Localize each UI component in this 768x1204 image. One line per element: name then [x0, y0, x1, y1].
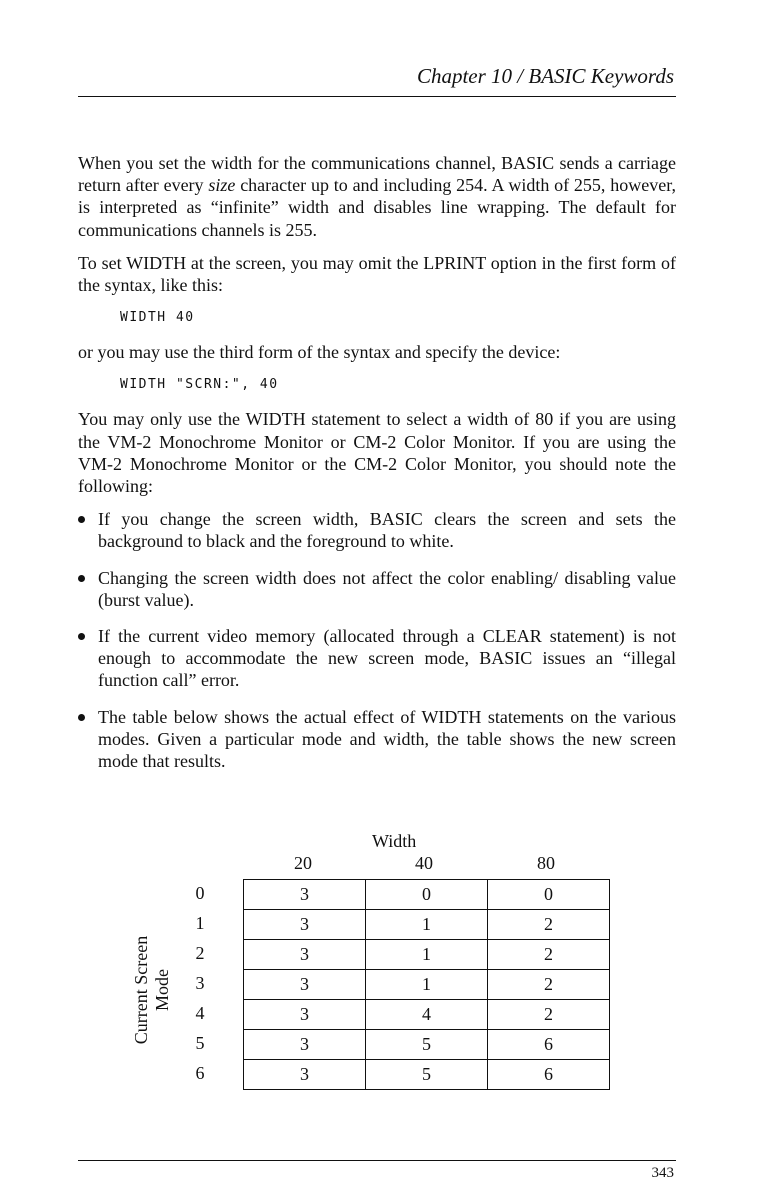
table-cell: 3	[244, 1000, 366, 1030]
table-cell: 5	[366, 1030, 488, 1060]
footer-rule	[78, 1160, 676, 1161]
column-header-20: 20	[294, 853, 312, 873]
column-header-80: 80	[537, 853, 555, 873]
table-cell: 3	[244, 910, 366, 940]
table-cell: 1	[366, 910, 488, 940]
mode-width-table	[243, 879, 610, 1090]
paragraph-text: When you set the width for the communications channel, BASIC sends a carriage return after every	[78, 153, 676, 196]
table-cell: 0	[488, 880, 610, 910]
table-cell: 2	[488, 910, 610, 940]
bullet-icon	[78, 516, 85, 523]
list-item-text: The table below shows the actual effect of WIDTH statements on the various modes. Given a particular mode and width, the table shows the new screen mode that results.	[98, 706, 676, 772]
table-cell: 2	[488, 970, 610, 1000]
header-rule	[78, 96, 676, 97]
list-item	[78, 508, 676, 552]
side-label-line2: Mode	[152, 969, 172, 1011]
paragraph-width-80: You may only use the WIDTH statement to select a width of 80 if you are using the VM-2 Monochrome Monitor or CM-2 Color Monitor. If you are using the VM-2 Monochrome Monitor or the CM-2 Color Monitor, you should note the following:	[78, 409, 676, 497]
bullet-icon	[78, 633, 85, 640]
table-cell: 1	[366, 940, 488, 970]
paragraph-screen-width: To set WIDTH at the screen, you may omit the LPRINT option in the first form of the syntax, like this:	[78, 252, 676, 296]
table-cell: 3	[244, 1060, 366, 1090]
code-example-1: WIDTH 40	[120, 310, 195, 326]
list-item	[78, 567, 676, 611]
table-cell: 0	[366, 880, 488, 910]
table-cell: 6	[488, 1060, 610, 1090]
table-row	[244, 1030, 610, 1060]
row-label-3: 3	[195, 973, 205, 993]
bullet-icon	[78, 714, 85, 721]
table-width-label: Width	[372, 831, 417, 851]
paragraph-text: character up to and including 254. A width of 255, however, is interpreted as “infinite” width and disables line wrapping. The default for communications channels is 255.	[78, 175, 677, 240]
list-item-text: Changing the screen width does not affect the color enabling/ disabling value (burst value).	[98, 567, 676, 610]
page-header-title: Chapter 10 / BASIC Keywords	[416, 64, 674, 88]
list-item-text: If the current video memory (allocated through a CLEAR statement) is not enough to accommodate the new screen mode, BASIC issues an “illegal function call” error.	[98, 626, 676, 691]
table-cell: 4	[366, 1000, 488, 1030]
table-row	[244, 940, 610, 970]
row-label-4: 4	[195, 1003, 205, 1023]
size-term: size	[208, 175, 236, 196]
list-item	[78, 706, 676, 773]
table-cell: 5	[366, 1060, 488, 1090]
list-item-text: If you change the screen width, BASIC clears the screen and sets the background to black and the foreground to white.	[98, 509, 676, 552]
table-row	[244, 880, 610, 910]
row-label-5: 5	[195, 1033, 205, 1053]
table-cell: 6	[488, 1030, 610, 1060]
page-number: 343	[651, 1165, 674, 1181]
table-row	[244, 1060, 610, 1090]
body-text	[78, 152, 676, 786]
column-header-40: 40	[415, 853, 433, 873]
row-label-2: 2	[195, 943, 205, 963]
table-row	[244, 910, 610, 940]
code-example-2: WIDTH "SCRN:", 40	[120, 377, 279, 393]
table-cell: 3	[244, 970, 366, 1000]
row-label-0: 0	[195, 883, 205, 903]
table-row	[244, 970, 610, 1000]
table-row	[244, 1000, 610, 1030]
paragraph-third-form: or you may use the third form of the syntax and specify the device:	[78, 342, 561, 363]
table-cell: 2	[488, 1000, 610, 1030]
notes-list	[78, 508, 676, 772]
row-label-6: 6	[195, 1063, 205, 1083]
row-label-1: 1	[195, 913, 205, 933]
table-cell: 3	[244, 1030, 366, 1060]
bullet-icon	[78, 575, 85, 582]
paragraph-communications-width	[78, 152, 676, 241]
list-item	[78, 625, 676, 692]
table-cell: 3	[244, 880, 366, 910]
table-cell: 3	[244, 940, 366, 970]
table-cell: 2	[488, 940, 610, 970]
side-label-line1: Current Screen	[131, 935, 151, 1045]
table-cell: 1	[366, 970, 488, 1000]
